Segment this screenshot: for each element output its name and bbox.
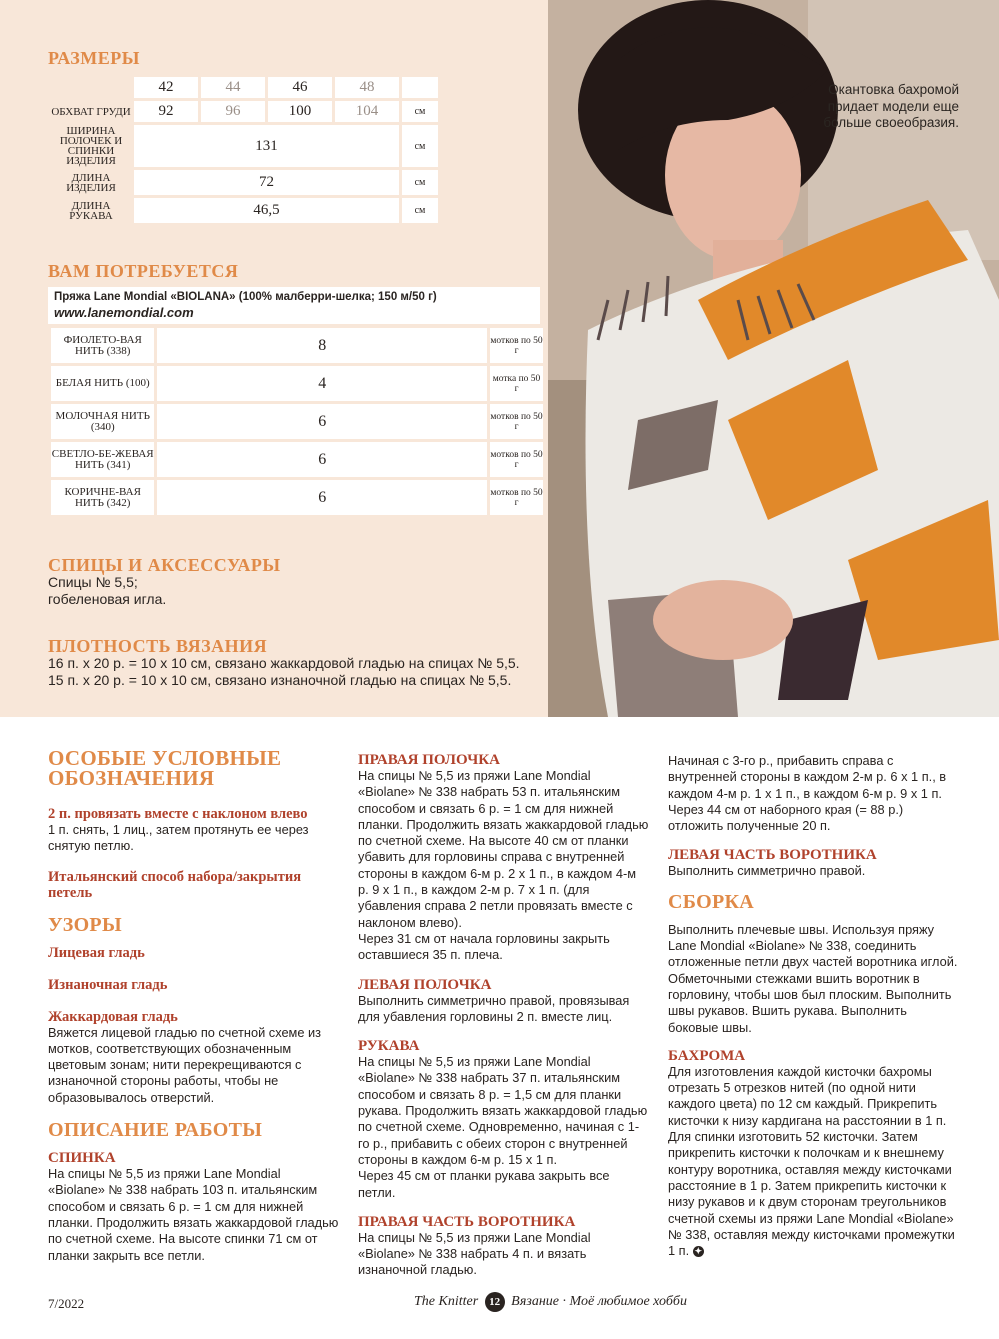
- page-number: 12: [485, 1292, 505, 1312]
- end-of-article-icon: ✦: [694, 1246, 702, 1257]
- series-name: Вязание · Моё любимое хобби: [511, 1294, 687, 1310]
- italian-title: Итальянский способ набора/закрытия петель: [48, 868, 302, 901]
- right-front-text: На спицы № 5,5 из пряжи Lane Mondial «Biolane» № 338 набрать 53 п. итальянским способом и связать 6 р. = 1 см для нижней планки. Продолжить вязать жаккардовой гладью по счетной схеме. На высоте 40 см от планки убавить для горловины справа с внутренней стороны в каждом 6-м р. 2 х 1 п., в каждом 4-м р. 9 х 1 п., в каждом 2-м р. 7 х 1 п. (для убавления справа 2 петли провязать вместе с наклоном влево).: [358, 768, 649, 930]
- left-front-title: ЛЕВАЯ ПОЛОЧКА: [358, 976, 492, 993]
- sleeve-unit: см: [402, 198, 438, 223]
- yarn-qty: 8: [157, 328, 487, 363]
- collar-continued-text: Начиная с 3-го р., прибавить справа с внутренней стороны в каждом 2-м р. 6 х 1 п., в каждом 4-м р. 1 х 1 п., в каждом 6-м р. 9 х 1 п.: [668, 753, 947, 801]
- length-value: 72: [134, 170, 399, 195]
- yarn-label: КОРИЧНЕ-ВАЯ НИТЬ (342): [51, 480, 154, 515]
- length-unit: см: [402, 170, 438, 195]
- yarn-info: (100% малберри-шелка; 150 м/50 г): [235, 291, 437, 303]
- materials-title: ВАМ ПОТРЕБУЕТСЯ: [48, 261, 239, 281]
- gauge-line: 15 п. х 20 р. = 10 х 10 см, связано изнаночной гладью на спицах № 5,5.: [48, 672, 512, 688]
- length-label: ДЛИНА ИЗДЕЛИЯ: [51, 170, 131, 195]
- size-46: 46: [268, 77, 332, 98]
- model-photo: [548, 0, 999, 717]
- yarn-label: МОЛОЧНАЯ НИТЬ (340): [51, 404, 154, 439]
- stockinette-title: Лицевая гладь: [48, 944, 145, 961]
- yarn-table: [48, 325, 546, 518]
- yarn-row: [51, 480, 543, 515]
- k2tog-text: 1 п. снять, 1 лиц., затем протянуть ее через снятую петлю.: [48, 822, 309, 854]
- needles-text: [48, 574, 166, 608]
- patterns-title: УЗОРЫ: [48, 913, 122, 936]
- yarn-qty: 6: [157, 442, 487, 477]
- fringe-title: БАХРОМА: [668, 1047, 746, 1064]
- sleeve-label: ДЛИНА РУКАВА: [51, 198, 131, 223]
- sizes-table: [48, 74, 441, 226]
- right-front-text: Через 31 см от начала горловины закрыть оставшиеся 35 п. плеча.: [358, 930, 610, 963]
- size-48: 48: [335, 77, 399, 98]
- fringe-text-body: Для изготовления каждой кисточки бахромы отрезать 5 отрезков нитей (по одной нити каждого цвета) по 12 см каждый. Прикрепить кисточки к низу кардигана на расстоянии в 1 п. Для спинки изготовить 52 кисточки. Затем прикрепить кисточки к полочкам и к внешнему контуру воротника, оставляя между кисточками расстояние в 1 р. Затем прикрепить кисточки к низу рукавов и к двум сторонам треугольников счетной схемы из пряжи Lane Mondial «Biolane» № 338, оставляя между кисточками промежутки 1 п.: [668, 1063, 955, 1259]
- yarn-url: www.lanemondial.com: [54, 305, 194, 320]
- bust-48: 104: [335, 101, 399, 122]
- collar-continued-text: Через 44 см от наборного края (= 88 р.) отложить полученные 20 п.: [668, 801, 904, 834]
- sleeves-text: На спицы № 5,5 из пряжи Lane Mondial «Biolane» № 338 набрать 37 п. итальянским способом и связать 8 р. = 1,5 см для планки рукава. Продолжить вязать жаккардовой гладью по счетной схеме. Одновременно, начиная с 1-го р., прибавить с обеих сторон с внутренней стороны в каждом 6-м р. 15 х 1 п.: [358, 1054, 648, 1167]
- needles-line: гобеленовая игла.: [48, 591, 167, 607]
- sleeves-title: РУКАВА: [358, 1038, 420, 1055]
- column-1: [48, 748, 340, 1264]
- bust-46: 100: [268, 101, 332, 122]
- fringe-text: [668, 1064, 960, 1260]
- k2tog-title: 2 п. провязать вместе с наклоном влево: [48, 806, 308, 822]
- photo-caption: Окантовка бахромой придает модели еще больше своеобразия.: [823, 82, 959, 130]
- jacquard-text: Вяжется лицевой гладью по счетной схеме из мотков, соответствующих обозначенным цветовым зонам; нити перекрещиваются с изнаночной стороны работы, чтобы не образовывалось отверстий.: [48, 1024, 322, 1105]
- yarn-unit: мотков по 50 г: [490, 480, 543, 515]
- yarn-qty: 6: [157, 480, 487, 515]
- footer-magazine: [414, 1292, 687, 1312]
- yarn-unit: мотка по 50 г: [490, 366, 543, 401]
- needles-line: Спицы № 5,5;: [48, 574, 138, 590]
- assembly-title: СБОРКА: [668, 890, 755, 913]
- bust-unit: см: [402, 101, 438, 122]
- gauge-text: [48, 655, 520, 689]
- sizes-title: РАЗМЕРЫ: [48, 48, 140, 68]
- yarn-label: ФИОЛЕТО-ВАЯ НИТЬ (338): [51, 328, 154, 363]
- left-front-text: Выполнить симметрично правой, провязывая для убавления горловины 2 п. вместе лиц.: [358, 992, 630, 1024]
- gauge-line: 16 п. х 20 р. = 10 х 10 см, связано жаккардовой гладью на спицах № 5,5.: [48, 655, 520, 671]
- assembly-text: Выполнить плечевые швы. Используя пряжу Lane Mondial «Biolane» № 338, соединить отложенные петли двух частей воротника иглой. Обметочными стежками вшить воротник в горловину, чтобы шов был плоским. Выполнить швы рукавов. Вшить рукава. Выполнить боковые швы.: [668, 921, 958, 1035]
- yarn-header: [48, 287, 540, 324]
- yarn-qty: 4: [157, 366, 487, 401]
- column-3: [668, 753, 960, 1259]
- bust-44: 96: [201, 101, 265, 122]
- collar-right-text: На спицы № 5,5 из пряжи Lane Mondial «Biolane» № 338 набрать 4 п. и вязать изнаночной гладью.: [358, 1229, 591, 1278]
- yarn-qty: 6: [157, 404, 487, 439]
- yarn-unit: мотков по 50 г: [490, 442, 543, 477]
- back-title: СПИНКА: [48, 1150, 116, 1167]
- collar-left-title: ЛЕВАЯ ЧАСТЬ ВОРОТНИКА: [668, 847, 877, 864]
- collar-right-title: ПРАВАЯ ЧАСТЬ ВОРОТНИКА: [358, 1213, 576, 1230]
- back-text: На спицы № 5,5 из пряжи Lane Mondial «Biolane» № 338 набрать 103 п. итальянским способом и связать 6 р. = 1 см для нижней планки. Продолжить вязать жаккардовой гладью по счетной схеме. На высоте спинки 71 см от планки закрыть все петли.: [48, 1166, 339, 1263]
- special-title: ОСОБЫЕ УСЛОВНЫЕ ОБОЗНАЧЕНИЯ: [48, 746, 282, 790]
- width-value: 131: [134, 125, 399, 167]
- sleeve-value: 46,5: [134, 198, 399, 223]
- yarn-label: БЕЛАЯ НИТЬ (100): [51, 366, 154, 401]
- magazine-name: The Knitter: [414, 1294, 479, 1310]
- jacquard-title: Жаккардовая гладь: [48, 1008, 178, 1025]
- issue-number: 7/2022: [48, 1296, 85, 1311]
- yarn-unit: мотков по 50 г: [490, 404, 543, 439]
- sleeves-text: Через 45 см от планки рукава закрыть все петли.: [358, 1168, 610, 1200]
- size-44: 44: [201, 77, 265, 98]
- bust-label: ОБХВАТ ГРУДИ: [51, 101, 131, 122]
- size-42: 42: [134, 77, 198, 98]
- yarn-row: [51, 442, 543, 477]
- width-label: ШИРИНА ПОЛОЧЕК И СПИНКИ ИЗДЕЛИЯ: [51, 125, 131, 167]
- yarn-unit: мотков по 50 г: [490, 328, 543, 363]
- yarn-label: СВЕТЛО-БЕ-ЖЕВАЯ НИТЬ (341): [51, 442, 154, 477]
- bust-42: 92: [134, 101, 198, 122]
- description-title: ОПИСАНИЕ РАБОТЫ: [48, 1119, 263, 1142]
- width-unit: см: [402, 125, 438, 167]
- yarn-row: [51, 366, 543, 401]
- column-2: [358, 752, 650, 1279]
- reverse-title: Изнаночная гладь: [48, 976, 168, 993]
- yarn-row: [51, 328, 543, 363]
- collar-left-text: Выполнить симметрично правой.: [668, 863, 866, 879]
- needles-title: СПИЦЫ И АКСЕССУАРЫ: [48, 555, 281, 575]
- yarn-brand: Пряжа Lane Mondial «BIOLANA»: [54, 291, 236, 303]
- yarn-row: [51, 404, 543, 439]
- right-front-title: ПРАВАЯ ПОЛОЧКА: [358, 752, 500, 768]
- gauge-title: ПЛОТНОСТЬ ВЯЗАНИЯ: [48, 636, 268, 656]
